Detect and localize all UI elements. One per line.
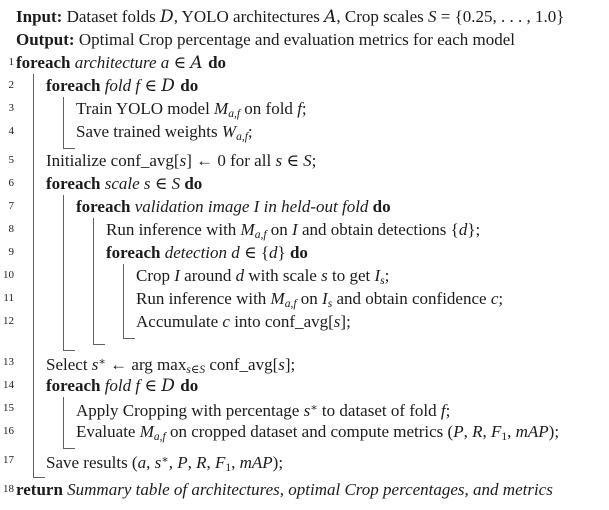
text-segment: fold f — [104, 76, 145, 95]
text-segment: Run inference with — [136, 289, 271, 308]
line-number: 9 — [8, 246, 14, 258]
algo-line-foreach-detection — [8, 241, 609, 264]
text-segment: Save trained weights — [76, 122, 222, 141]
algo-line-train-model — [8, 97, 609, 120]
text-segment: Evaluate — [76, 422, 140, 441]
text-segment: ; — [384, 266, 390, 285]
text-segment: ]; — [340, 312, 351, 331]
text-segment: s — [380, 275, 385, 287]
text-segment: s — [278, 355, 285, 374]
text-segment: }; — [467, 220, 481, 239]
text-segment: Apply Cropping with percentage — [76, 401, 304, 420]
text-segment: foreach — [76, 197, 135, 216]
text-segment: mAP — [239, 453, 273, 472]
line-number: 14 — [3, 379, 14, 391]
text-segment: detection d — [164, 243, 245, 262]
text-segment: , — [482, 422, 491, 441]
text-segment: ∗ — [310, 402, 318, 414]
text-segment: R — [472, 422, 483, 441]
loop-block-fold-eval — [3, 397, 609, 449]
text-segment: , — [463, 422, 473, 441]
line-number: 17 — [3, 454, 14, 466]
algo-line-evaluate-model — [3, 420, 609, 443]
text-segment: around — [179, 266, 236, 285]
text-segment: a,f — [236, 131, 248, 143]
text-segment: foreach — [46, 174, 105, 193]
text-segment: , YOLO architectures — [173, 7, 325, 26]
text-segment: do — [208, 53, 227, 72]
algo-line-select-scale — [3, 351, 609, 376]
text-segment: f — [440, 401, 446, 420]
text-segment: I — [374, 266, 381, 285]
line-number: 1 — [8, 56, 14, 68]
text-segment: Input: — [16, 7, 67, 26]
text-segment: S — [171, 174, 185, 193]
text-segment: a,f — [254, 229, 267, 241]
text-segment: P — [177, 453, 188, 472]
text-segment: W — [221, 122, 237, 141]
algo-line-foreach-scale — [8, 172, 609, 195]
text-segment: ∗ — [98, 356, 106, 368]
text-segment: ]; — [284, 355, 296, 374]
text-segment: Train YOLO model — [76, 99, 215, 118]
text-segment: architecture a — [74, 53, 174, 72]
text-segment: D — [160, 7, 174, 27]
text-segment: I — [322, 289, 328, 308]
text-segment: s — [179, 151, 187, 170]
loop-block-scale — [3, 195, 609, 351]
text-segment: ; — [247, 122, 253, 141]
line-number: 8 — [8, 223, 14, 235]
line-number: 6 — [8, 177, 14, 189]
text-segment: F — [214, 453, 226, 472]
text-segment: M — [240, 220, 255, 239]
line-number: 12 — [3, 315, 14, 327]
text-segment: P — [453, 422, 464, 441]
text-segment: s — [275, 151, 287, 170]
text-segment: do — [289, 243, 308, 262]
text-segment: do — [180, 76, 199, 95]
text-segment: on — [266, 220, 293, 239]
algo-line-accumulate-conf — [3, 310, 609, 333]
text-segment: ); — [272, 453, 284, 472]
loop-block-architecture — [3, 74, 609, 478]
text-segment: on — [296, 289, 323, 308]
text-segment: a,f — [284, 298, 297, 310]
text-segment: ; — [301, 99, 307, 118]
algo-line-foreach-fold-train — [8, 74, 609, 97]
text-segment: R — [196, 453, 207, 472]
text-segment: d — [458, 220, 468, 239]
loop-block-detection — [3, 264, 609, 339]
text-segment: s — [321, 266, 328, 285]
text-segment: I — [174, 266, 180, 285]
line-number: 4 — [8, 125, 14, 137]
text-segment: ∗ — [161, 454, 169, 466]
text-segment: , — [168, 453, 178, 472]
text-segment: ∈ — [173, 53, 191, 72]
line-number: 18 — [3, 483, 14, 495]
text-segment: Dataset folds — [66, 7, 161, 26]
text-segment: to dataset of fold — [317, 401, 441, 420]
text-segment: a,f — [228, 108, 241, 120]
text-segment: s — [91, 355, 99, 374]
text-segment: and obtain detections { — [297, 220, 459, 239]
text-segment: ] ← 0 for all — [186, 151, 276, 170]
text-segment: do — [372, 197, 391, 216]
text-segment: c — [490, 289, 499, 308]
algo-line-foreach-architecture — [8, 51, 609, 74]
algo-line-foreach-validation-image — [8, 195, 609, 218]
text-segment: ∈ — [154, 174, 172, 193]
text-segment: do — [184, 174, 203, 193]
text-segment: M — [139, 422, 154, 441]
text-segment: return — [16, 480, 68, 499]
text-segment: , — [187, 453, 197, 472]
text-segment: to get — [327, 266, 375, 285]
text-segment: , — [146, 453, 155, 472]
line-number: 13 — [3, 356, 14, 368]
text-segment: a — [137, 453, 147, 472]
algo-line-save-weights — [8, 120, 609, 143]
text-segment: s — [154, 453, 162, 472]
text-segment: mAP — [515, 422, 549, 441]
text-segment: D — [161, 376, 181, 396]
algo-line-return — [3, 478, 609, 501]
text-segment: , Crop scales — [336, 7, 428, 26]
text-segment: } — [277, 243, 290, 262]
loop-block-fold-train — [8, 97, 609, 149]
text-segment: Crop — [136, 266, 175, 285]
text-segment: on cropped dataset and compute metrics ( — [165, 422, 454, 441]
text-segment: , — [231, 453, 240, 472]
line-number: 16 — [3, 425, 14, 437]
text-segment: foreach — [46, 376, 105, 395]
text-segment: a,f — [153, 431, 166, 443]
text-segment: , — [206, 453, 215, 472]
text-segment: 1 — [501, 431, 508, 443]
line-number: 5 — [8, 154, 14, 166]
line-number: 3 — [8, 102, 14, 114]
text-segment: Accumulate — [136, 312, 223, 331]
algo-line-save-results — [3, 449, 609, 474]
text-segment: on fold — [240, 99, 298, 118]
algo-line-foreach-fold-eval — [3, 374, 609, 397]
text-segment: A — [190, 53, 209, 73]
text-segment: 1 — [225, 462, 232, 474]
algo-line-apply-cropping — [3, 397, 609, 420]
text-segment: A — [324, 7, 337, 27]
line-number: 11 — [3, 292, 14, 304]
text-segment: M — [214, 99, 229, 118]
algo-line-init-conf-avg — [8, 149, 609, 172]
text-segment: ∈ — [286, 151, 304, 170]
text-segment: foreach — [106, 243, 165, 262]
text-segment: conf_avg[ — [205, 355, 279, 374]
text-segment: , — [507, 422, 516, 441]
text-segment: Save results ( — [46, 453, 138, 472]
text-segment: foreach — [16, 53, 75, 72]
text-segment: d — [269, 243, 278, 262]
text-segment: and obtain confidence — [332, 289, 491, 308]
text-segment: F — [490, 422, 502, 441]
text-segment: validation image I in held-out fold — [134, 197, 373, 216]
text-segment: ← arg max — [105, 355, 187, 374]
text-segment: foreach — [46, 76, 105, 95]
text-segment: scale s — [104, 174, 155, 193]
text-segment: ; — [311, 151, 317, 170]
text-segment: d — [235, 266, 245, 285]
line-number: 7 — [8, 200, 14, 212]
algo-input-line — [16, 5, 609, 28]
line-number: 2 — [8, 79, 14, 91]
algo-line-run-inference-crop — [3, 287, 609, 310]
text-segment: Summary table of architectures, optimal Crop percentages, and metrics — [67, 480, 553, 499]
text-segment: I — [292, 220, 298, 239]
algo-line-run-inference-image — [8, 218, 609, 241]
text-segment: ); — [548, 422, 560, 441]
text-segment: Run inference with — [106, 220, 241, 239]
text-segment: ∈ — [144, 376, 162, 395]
text-segment: s — [333, 312, 341, 331]
text-segment: c — [222, 312, 230, 331]
text-segment: Optimal Crop percentage and evaluation metrics for each model — [78, 30, 515, 49]
line-number: 10 — [3, 269, 14, 281]
line-number: 15 — [3, 402, 14, 414]
algo-line-crop-image — [3, 264, 609, 287]
text-segment: Initialize conf_avg[ — [46, 151, 180, 170]
text-segment: s — [303, 401, 311, 420]
text-segment: ; — [445, 401, 451, 420]
text-segment: M — [270, 289, 285, 308]
text-segment: s — [327, 298, 333, 310]
text-segment: S — [427, 7, 437, 26]
text-segment: s∈S — [186, 364, 206, 376]
text-segment: S — [303, 151, 312, 170]
text-segment: Output: — [16, 30, 79, 49]
text-segment: into conf_avg[ — [229, 312, 334, 331]
text-segment: ∈ — [144, 76, 162, 95]
text-segment: with scale — [244, 266, 322, 285]
text-segment: do — [180, 376, 199, 395]
text-segment: ; — [498, 289, 504, 308]
text-segment: f — [297, 99, 302, 118]
text-segment: ∈ { — [244, 243, 270, 262]
text-segment: Select — [46, 355, 92, 374]
text-segment: = {0.25, . . . , 1.0} — [436, 7, 565, 26]
text-segment: fold f — [104, 376, 145, 395]
loop-block-validation-image — [3, 218, 609, 345]
text-segment: D — [161, 76, 181, 96]
algo-output-line — [16, 28, 609, 51]
